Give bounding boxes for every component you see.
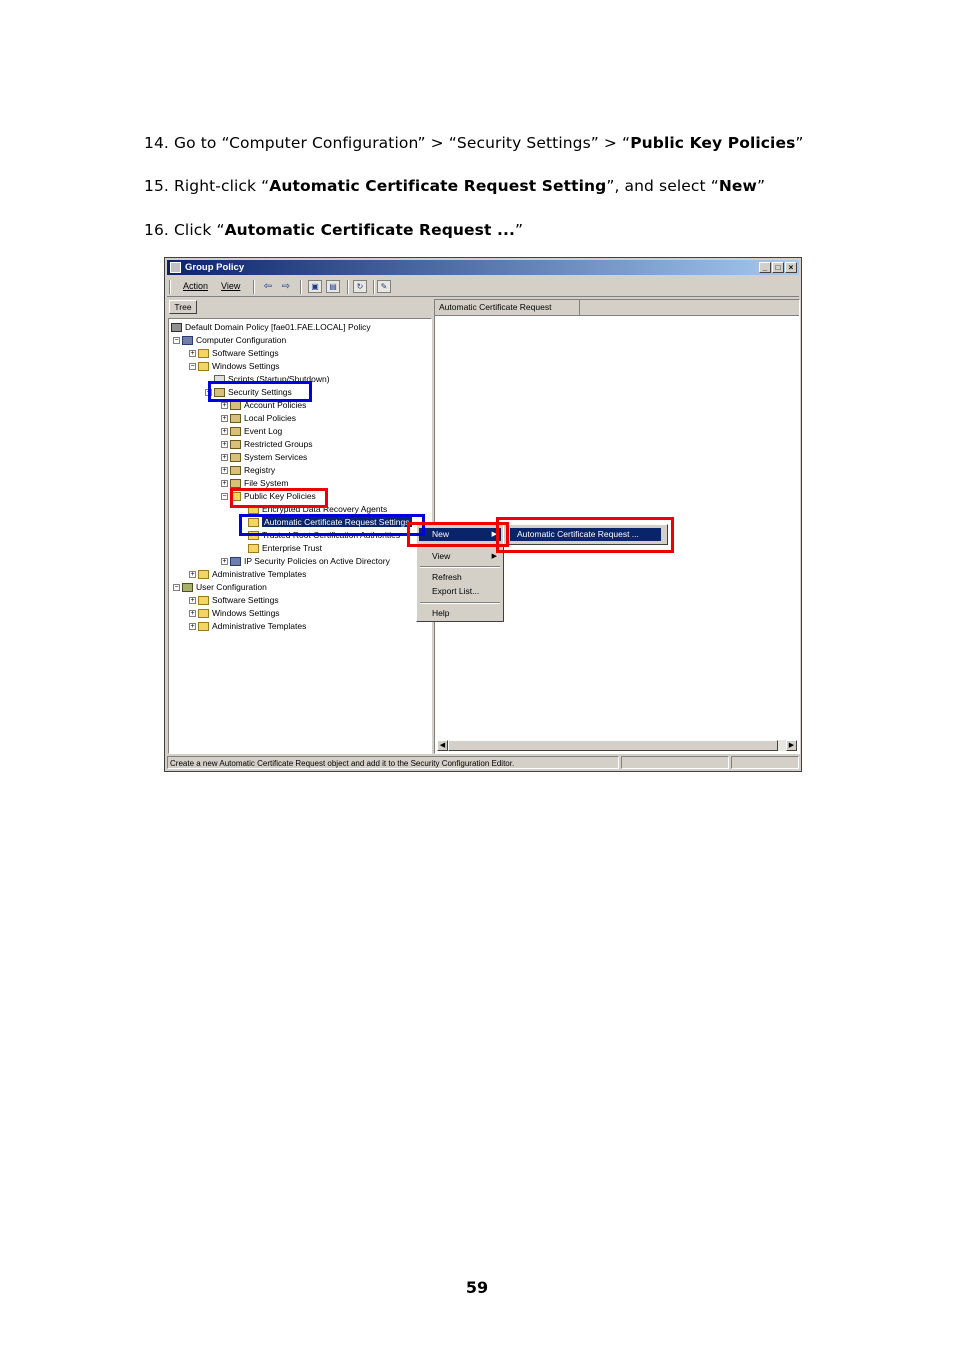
menu-toolbar <box>167 277 799 297</box>
tree-item-windows-settings[interactable]: − Windows Settings <box>190 361 280 371</box>
properties-icon[interactable]: ✎ <box>377 280 391 293</box>
menu-separator <box>420 566 500 568</box>
status-panel <box>731 756 799 769</box>
tree-item-software-settings[interactable]: + Software Settings <box>190 348 279 358</box>
menu-action[interactable]: Action <box>183 281 209 291</box>
tab-tree[interactable]: Tree <box>169 300 197 314</box>
expand-icon[interactable]: + <box>190 350 195 358</box>
tree-item-computer-configuration[interactable]: − Computer Configuration <box>174 335 287 345</box>
menu-item-export-list[interactable]: Export List... <box>432 586 480 596</box>
expand-icon[interactable]: + <box>190 610 195 618</box>
collapse-icon[interactable]: − <box>174 584 179 592</box>
security-icon <box>230 453 241 462</box>
collapse-icon[interactable]: − <box>222 493 227 501</box>
expand-icon[interactable]: + <box>190 571 195 579</box>
folder-icon <box>230 492 241 501</box>
tree-item-account-policies[interactable]: + Account Policies <box>222 400 307 410</box>
expand-icon[interactable]: + <box>190 623 195 631</box>
open-folder-icon <box>248 518 259 527</box>
minimize-button[interactable]: _ <box>759 262 771 273</box>
folder-icon <box>198 349 209 358</box>
status-text: Create a new Automatic Certificate Request object and add it to the Security Configuration Editor. <box>167 756 619 769</box>
tree-item-public-key-policies[interactable]: − Public Key Policies <box>222 491 316 501</box>
tree-item-local-policies[interactable]: + Local Policies <box>222 413 296 423</box>
tree-item-scripts[interactable]: Scripts (Startup/Shutdown) <box>214 373 330 386</box>
menu-item-help[interactable]: Help <box>432 608 450 618</box>
show-tree-icon[interactable]: ▤ <box>326 280 340 293</box>
status-bar <box>167 756 799 769</box>
computer-icon <box>182 336 193 345</box>
tree-item-file-system[interactable]: + File System <box>222 478 289 488</box>
window-title: Group Policy <box>185 262 245 273</box>
expand-icon[interactable]: + <box>222 402 227 410</box>
security-icon <box>230 414 241 423</box>
menu-item-refresh[interactable]: Refresh <box>432 572 462 582</box>
folder-icon <box>248 544 259 553</box>
refresh-icon[interactable]: ↻ <box>353 280 367 293</box>
toolbar-separator <box>253 280 255 294</box>
collapse-icon[interactable]: − <box>190 363 195 371</box>
tree-item-encrypted-data-recovery-agents[interactable]: Encrypted Data Recovery Agents <box>248 503 387 516</box>
close-button[interactable]: × <box>785 262 797 273</box>
security-icon <box>230 440 241 449</box>
expand-icon[interactable]: + <box>222 467 227 475</box>
folder-icon <box>198 362 209 371</box>
tree-item-registry[interactable]: + Registry <box>222 465 276 475</box>
tree-item-restricted-groups[interactable]: + Restricted Groups <box>222 439 313 449</box>
tree-item-system-services[interactable]: + System Services <box>222 452 308 462</box>
toolbar-grip <box>169 280 171 294</box>
tree-item-trusted-root-ca[interactable]: Trusted Root Certification Authorities <box>248 529 400 542</box>
menu-item-view[interactable]: View ▶ <box>432 551 497 561</box>
menu-separator <box>420 544 500 546</box>
toolbar-separator <box>347 280 349 294</box>
step-16: 16. Click “Automatic Certificate Request ...” <box>144 221 524 239</box>
submenu-arrow-icon: ▶ <box>491 553 497 560</box>
expand-icon[interactable]: + <box>190 597 195 605</box>
title-bar[interactable] <box>167 260 799 275</box>
context-menu <box>416 522 504 622</box>
menu-separator <box>420 602 500 604</box>
toolbar-separator <box>373 280 375 294</box>
tree-item-event-log[interactable]: + Event Log <box>222 426 283 436</box>
page-number: 59 <box>465 1278 489 1297</box>
maximize-button[interactable]: □ <box>772 262 784 273</box>
folder-icon <box>198 570 209 579</box>
folder-icon <box>198 622 209 631</box>
menu-item-automatic-certificate-request[interactable]: Automatic Certificate Request ... <box>510 528 661 541</box>
submenu-arrow-icon: ▶ <box>491 531 497 538</box>
tree-item-user-administrative-templates[interactable]: + Administrative Templates <box>190 621 307 631</box>
step-15: 15. Right-click “Automatic Certificate Request Setting”, and select “New” <box>144 177 766 195</box>
scroll-right-icon[interactable]: ▶ <box>786 740 797 751</box>
tree-item-automatic-certificate-request-settings[interactable]: Automatic Certificate Request Settings <box>248 516 412 529</box>
script-icon <box>214 375 225 384</box>
collapse-icon[interactable]: − <box>206 389 211 397</box>
forward-arrow-icon[interactable]: ⇨ <box>281 281 291 292</box>
expand-icon[interactable]: + <box>222 454 227 462</box>
group-policy-icon <box>170 262 181 273</box>
back-arrow-icon[interactable]: ⇦ <box>263 281 273 292</box>
security-icon <box>230 427 241 436</box>
tree-item-enterprise-trust[interactable]: Enterprise Trust <box>248 542 322 555</box>
expand-icon[interactable]: + <box>222 428 227 436</box>
tree-item-user-configuration[interactable]: − User Configuration <box>174 582 267 592</box>
toolbar-separator <box>300 280 302 294</box>
scroll-thumb[interactable] <box>448 740 778 751</box>
computer-icon <box>230 557 241 566</box>
scroll-left-icon[interactable]: ◀ <box>437 740 448 751</box>
tree-item-ip-security-policies[interactable]: + IP Security Policies on Active Directory <box>222 556 390 566</box>
tree-item-user-software-settings[interactable]: + Software Settings <box>190 595 279 605</box>
security-icon <box>230 401 241 410</box>
security-icon <box>230 479 241 488</box>
expand-icon[interactable]: + <box>222 441 227 449</box>
step-14: 14. Go to “Computer Configuration” > “Security Settings” > “Public Key Policies” <box>144 134 804 152</box>
folder-icon <box>248 505 259 514</box>
group-policy-window <box>164 257 802 772</box>
expand-icon[interactable]: + <box>222 415 227 423</box>
folder-icon <box>198 596 209 605</box>
tree-item-user-windows-settings[interactable]: + Windows Settings <box>190 608 280 618</box>
horizontal-scrollbar[interactable] <box>437 740 797 751</box>
folder-icon <box>248 531 259 540</box>
user-icon <box>182 583 193 592</box>
tree-item-security-settings[interactable]: − Security Settings <box>206 387 292 397</box>
menu-view[interactable]: View <box>221 281 241 291</box>
up-folder-icon[interactable]: ▣ <box>308 280 322 293</box>
folder-icon <box>198 609 209 618</box>
new-submenu <box>503 524 668 545</box>
expand-icon[interactable]: + <box>222 480 227 488</box>
tree-pane[interactable] <box>168 318 432 754</box>
collapse-icon[interactable]: − <box>174 337 179 345</box>
column-header-name[interactable]: Automatic Certificate Request <box>439 300 580 315</box>
expand-icon[interactable]: + <box>222 558 227 566</box>
menu-item-new[interactable]: New ▶ <box>419 528 501 541</box>
tree-item-default-domain-policy[interactable]: Default Domain Policy [fae01.FAE.LOCAL] Policy <box>171 321 371 334</box>
status-panel <box>621 756 729 769</box>
tree-item-administrative-templates[interactable]: + Administrative Templates <box>190 569 307 579</box>
column-header[interactable] <box>435 300 799 316</box>
security-icon <box>230 466 241 475</box>
security-icon <box>214 388 225 397</box>
gpo-icon <box>171 323 182 332</box>
